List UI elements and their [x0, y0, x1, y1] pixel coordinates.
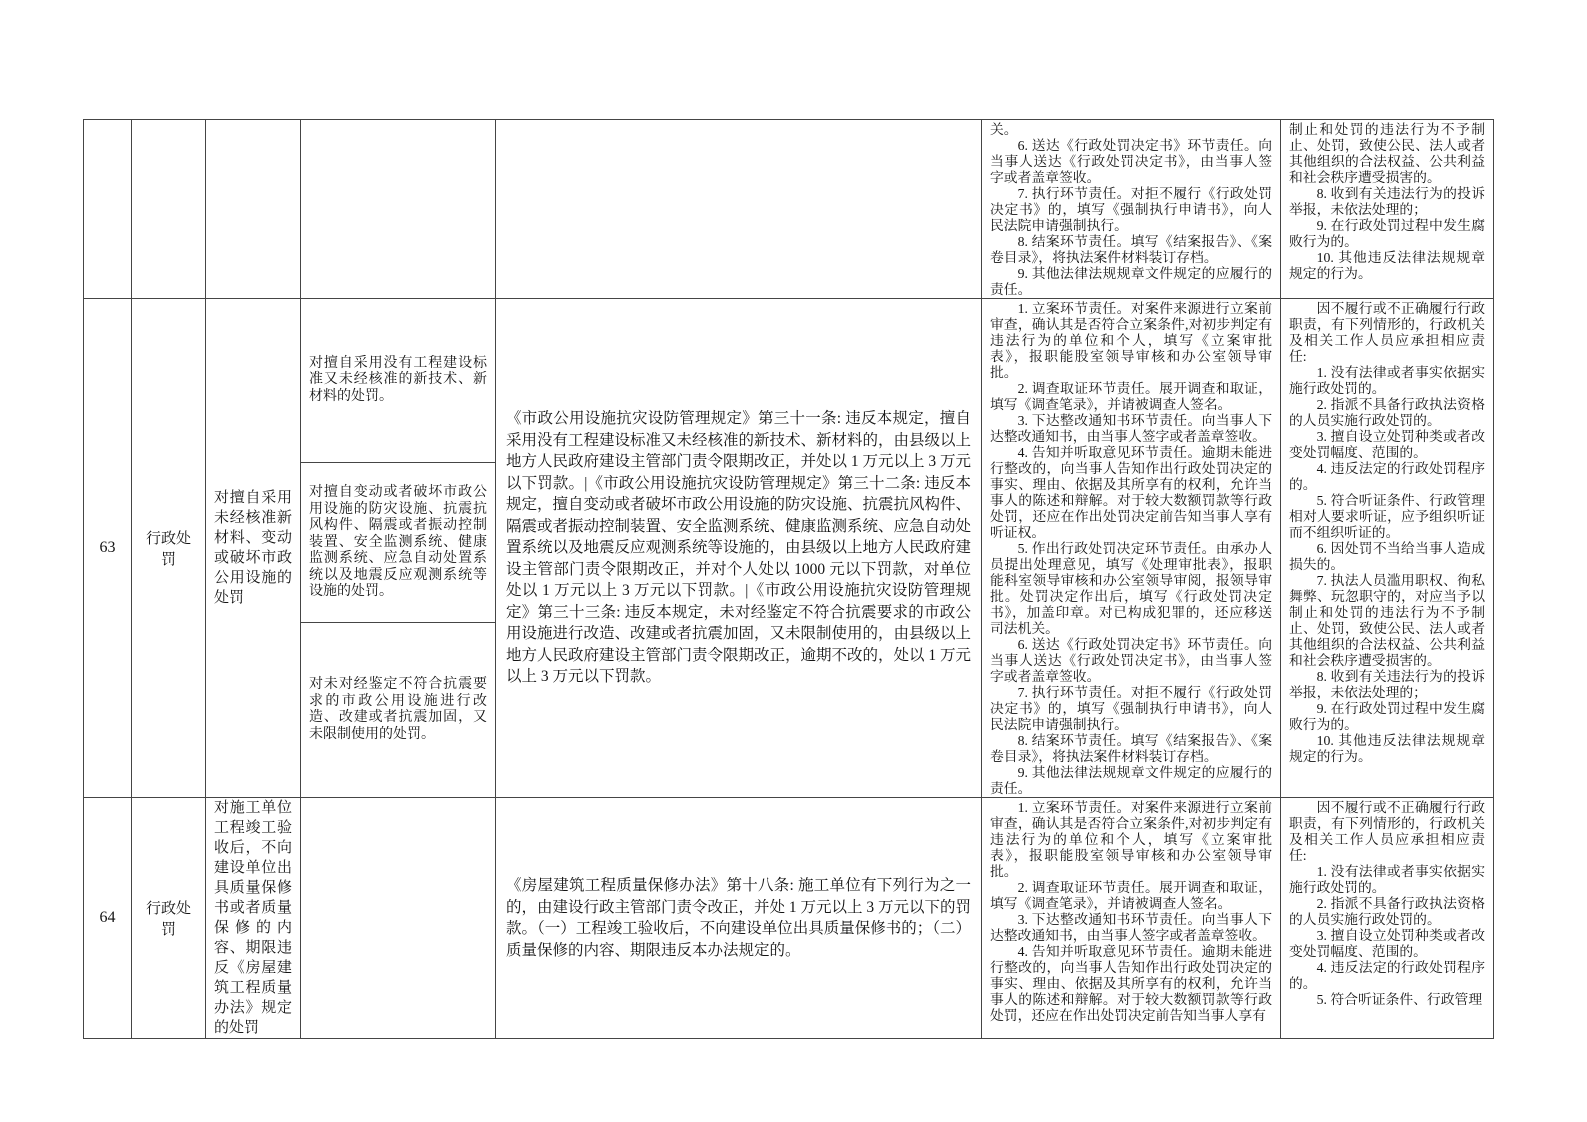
accountability-items-list: 因不履行或不正确履行行政职责，有下列情形的，行政机关及相关工作人员应承担相应责任: 1. 没有法律或者事实依据实施行政处罚的。 2. 指派不具备行政执法资格的人员实施行政处罚的。 3. 擅自设立处罚种类或者改变处罚幅度、范围的。 4. 违反法定的行政处罚程序的。 5. 符合听证条件、行政管理 [1289, 800, 1485, 1007]
accountability-items-list: 8. 收到有关违法行为的投诉举报，未依法处理的； 9. 在行政处罚过程中发生腐败行为的。 10. 其他违反法律法规规章规定的行为。 [1289, 186, 1485, 281]
empty-category-cell [132, 120, 206, 299]
row63-accountability-cell [1281, 299, 1494, 798]
empty-item-cell [206, 120, 301, 299]
row63-subitem-2: 对擅自变动或者破坏市政公用设施的防灾设施、抗震抗风构件、隔震或者振动控制装置、安全监测系统、健康监测系统、应急自动处置系统以及地震反应观测系统等设施的处罚。 [301, 463, 496, 623]
row63-subitem-3: 对未对经鉴定不符合抗震要求的市政公用设施进行改造、改建或者抗震加固，又未限制使用的处罚。 [301, 623, 496, 798]
continuation-row [84, 120, 1494, 299]
row63-category: 行政处罚 [132, 299, 206, 798]
row63-subitem-1: 对擅自采用没有工程建设标准又未经核准的新技术、新材料的处罚。 [301, 299, 496, 463]
duty-continuation-text: 关。 [990, 122, 1018, 137]
row64-subitem-empty [301, 798, 496, 1039]
continuation-accountability-cell [1281, 120, 1494, 299]
continuation-duty-cell [982, 120, 1281, 299]
row64-legal-basis: 《房屋建筑工程质量保修办法》第十八条: 施工单位有下列行为之一的，由建设行政主管部门责令改正，并处 1 万元以上 3 万元以下的罚款。（一）工程竣工验收后，不向建设单位出具质量保修书的；（二）质量保修的内容、期限违反本办法规定的。 [496, 798, 982, 1039]
row63-duty-cell [982, 299, 1281, 798]
row64-duty-cell [982, 798, 1281, 1039]
empty-number-cell [84, 120, 132, 299]
row63-legal-basis: 《市政公用设施抗灾设防管理规定》第三十一条: 违反本规定，擅自采用没有工程建设标准又未经核准的新技术、新材料的，由县级以上地方人民政府建设主管部门责令限期改正，并处以 1 万元以上 3 万元以下罚款。|《市政公用设施抗灾设防管理规定》第三十二条: 违反本规定，擅自变动或者破坏市政公用设施的防灾设施、抗震抗风构件、隔震或者振动控制装置、安全监测系统、健康监测系统、应急自动处置系统以及地震反应观测系统等设施的，由县级以上地方人民政府建设主管部门责令限期改正，并对个人处以 1000 元以下罚款，对单位处以 1 万元以上 3 万元以下罚款。|《市政公用设施抗灾设防管理规定》第三十三条: 违反本规定，未对经鉴定不符合抗震要求的市政公用设施进行改造、改建或者抗震加固，又未限制使用的，由县级以上地方人民政府建设主管部门责令限期改正，逾期不改的，处以 1 万元以上 3 万元以下罚款。 [496, 299, 982, 798]
empty-legal-cell [496, 120, 982, 299]
table-row-63 [84, 299, 1494, 463]
row64-number: 64 [84, 798, 132, 1039]
row63-number: 63 [84, 299, 132, 798]
duty-steps-list: 1. 立案环节责任。对案件来源进行立案前审查，确认其是否符合立案条件,对初步判定有违法行为的单位和个人，填写《立案审批表》，报职能股室领导审核和办公室领导审批。 2. 调查取证环节责任。展开调查和取证，填写《调查笔录》，并请被调查人签名。 3. 下达整改通知书环节责任。向当事人下达整改通知书，由当事人签字或者盖章签收。 4. 告知并听取意见环节责任。逾期未能进行整改的，向当事人告知作出行政处罚决定的事实、理由、依据及其所享有的权利，允许当事人的陈述和辩解。对于较大数额罚款等行政处罚，还应在作出处罚决定前告知当事人享有 [990, 800, 1272, 1023]
accountability-items-list: 因不履行或不正确履行行政职责，有下列情形的，行政机关及相关工作人员应承担相应责任: 1. 没有法律或者事实依据实施行政处罚的。 2. 指派不具备行政执法资格的人员实施行政处罚的。 3. 擅自设立处罚种类或者改变处罚幅度、范围的。 4. 违反法定的行政处罚程序的。 5. 符合听证条件、行政管理相对人要求听证，应予组织听证而不组织听证的。 6. 因处罚不当给当事人造成损失的。 7. 执法人员滥用职权、徇私舞弊、玩忽职守的，对应当予以制止和处罚的违法行为不予制止、处罚，致使公民、法人或者其他组织的合法权益、公共利益和社会秩序遭受损害的。 8. 收到有关违法行为的投诉举报，未依法处理的； 9. 在行政处罚过程中发生腐败行为的。 10. 其他违反法律法规规章规定的行为。 [1289, 301, 1485, 764]
duty-steps-list: 1. 立案环节责任。对案件来源进行立案前审查，确认其是否符合立案条件,对初步判定有违法行为的单位和个人，填写《立案审批表》，报职能股室领导审核和办公室领导审批。 2. 调查取证环节责任。展开调查和取证，填写《调查笔录》，并请被调查人签名。 3. 下达整改通知书环节责任。向当事人下达整改通知书，由当事人签字或者盖章签收。 4. 告知并听取意见环节责任。逾期未能进行整改的，向当事人告知作出行政处罚决定的事实、理由、依据及其所享有的权利，允许当事人的陈述和辩解。对于较大数额罚款等行政处罚，还应在作出处罚决定前告知当事人享有听证权。 5. 作出行政处罚决定环节责任。由承办人员提出处理意见，填写《处理审批表》，报职能科室领导审核和办公室领导审阅，报领导审批。处罚决定作出后，填写《行政处罚决定书》，加盖印章。对已构成犯罪的，还应移送司法机关。 6. 送达《行政处罚决定书》环节责任。向当事人送达《行政处罚决定书》，由当事人签字或者盖章签收。 7. 执行环节责任。对拒不履行《行政处罚决定书》的，填写《强制执行申请书》，向人民法院申请强制执行。 8. 结案环节责任。填写《结案报告》、《案卷目录》，将执法案件材料装订存档。 9. 其他法律法规规章文件规定的应履行的责任。 [990, 301, 1272, 796]
row63-item-name: 对擅自采用未经核准新材料、变动或破坏市政公用设施的处罚 [206, 299, 301, 798]
duty-steps-list: 6. 送达《行政处罚决定书》环节责任。向当事人送达《行政处罚决定书》，由当事人签字或者盖章签收。 7. 执行环节责任。对拒不履行《行政处罚决定书》的，填写《强制执行申请书》，向人民法院申请强制执行。 8. 结案环节责任。填写《结案报告》、《案卷目录》，将执法案件材料装订存档。 9. 其他法律法规规章文件规定的应履行的责任。 [990, 138, 1272, 297]
row64-category: 行政处罚 [132, 798, 206, 1039]
table-row-64 [84, 798, 1494, 1039]
row64-item-name: 对施工单位工程竣工验收后，不向建设单位出具质量保修书或者质量保修的内容、期限违反《房屋建筑工程质量办法》规定的处罚 [206, 798, 301, 1039]
accountability-continuation-text: 制止和处罚的违法行为不予制止、处罚，致使公民、法人或者其他组织的合法权益、公共利益和社会秩序遭受损害的。 [1289, 122, 1485, 185]
row64-accountability-cell [1281, 798, 1494, 1039]
penalty-responsibility-table [83, 119, 1494, 1039]
empty-subitem-cell [301, 120, 496, 299]
